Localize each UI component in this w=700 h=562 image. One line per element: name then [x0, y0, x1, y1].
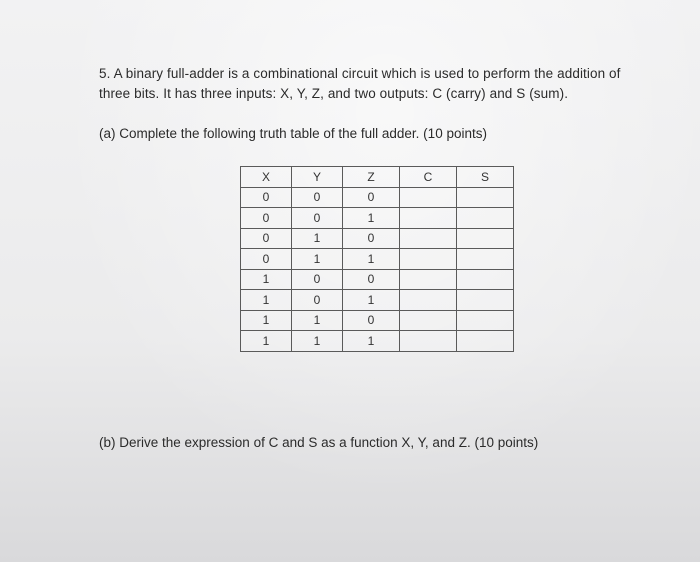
cell-s[interactable]: [457, 290, 514, 311]
cell-s[interactable]: [457, 310, 514, 331]
cell-z: 1: [343, 208, 400, 229]
cell-c[interactable]: [400, 208, 457, 229]
table-row: [241, 269, 514, 290]
cell-y: 1: [292, 331, 343, 352]
cell-c[interactable]: [400, 290, 457, 311]
header-y: Y: [292, 167, 343, 188]
cell-z: 0: [343, 228, 400, 249]
cell-x: 0: [241, 228, 292, 249]
cell-x: 1: [241, 290, 292, 311]
header-s: S: [457, 167, 514, 188]
table-row: [241, 187, 514, 208]
problem-statement: [99, 64, 679, 104]
cell-s[interactable]: [457, 228, 514, 249]
cell-x: 1: [241, 269, 292, 290]
cell-y: 0: [292, 208, 343, 229]
cell-s[interactable]: [457, 331, 514, 352]
cell-c[interactable]: [400, 269, 457, 290]
cell-s[interactable]: [457, 249, 514, 270]
table-row: [241, 208, 514, 229]
cell-c[interactable]: [400, 310, 457, 331]
problem-line-2: three bits. It has three inputs: X, Y, Z, and two outputs: C (carry) and S (sum).: [99, 86, 569, 101]
table-row: [241, 331, 514, 352]
header-z: Z: [343, 167, 400, 188]
truth-table: [240, 166, 514, 352]
cell-s[interactable]: [457, 187, 514, 208]
cell-x: 0: [241, 208, 292, 229]
table-row: [241, 249, 514, 270]
cell-y: 1: [292, 228, 343, 249]
cell-z: 0: [343, 187, 400, 208]
table-header-row: [241, 167, 514, 188]
cell-s[interactable]: [457, 269, 514, 290]
table-row: [241, 228, 514, 249]
cell-z: 1: [343, 290, 400, 311]
cell-y: 0: [292, 269, 343, 290]
cell-x: 1: [241, 310, 292, 331]
header-x: X: [241, 167, 292, 188]
cell-y: 0: [292, 187, 343, 208]
cell-x: 1: [241, 331, 292, 352]
cell-y: 1: [292, 249, 343, 270]
cell-x: 0: [241, 187, 292, 208]
cell-y: 1: [292, 310, 343, 331]
cell-x: 0: [241, 249, 292, 270]
cell-c[interactable]: [400, 249, 457, 270]
cell-s[interactable]: [457, 208, 514, 229]
table-row: [241, 310, 514, 331]
cell-z: 1: [343, 331, 400, 352]
cell-z: 1: [343, 249, 400, 270]
cell-y: 0: [292, 290, 343, 311]
part-a-question: (a) Complete the following truth table of the full adder. (10 points): [99, 126, 487, 141]
table-row: [241, 290, 514, 311]
cell-c[interactable]: [400, 187, 457, 208]
cell-c[interactable]: [400, 331, 457, 352]
problem-line-1: 5. A binary full-adder is a combinational circuit which is used to perform the addition of: [99, 66, 621, 81]
header-c: C: [400, 167, 457, 188]
cell-z: 0: [343, 269, 400, 290]
cell-c[interactable]: [400, 228, 457, 249]
cell-z: 0: [343, 310, 400, 331]
part-b-question: (b) Derive the expression of C and S as a function X, Y, and Z. (10 points): [99, 435, 539, 450]
